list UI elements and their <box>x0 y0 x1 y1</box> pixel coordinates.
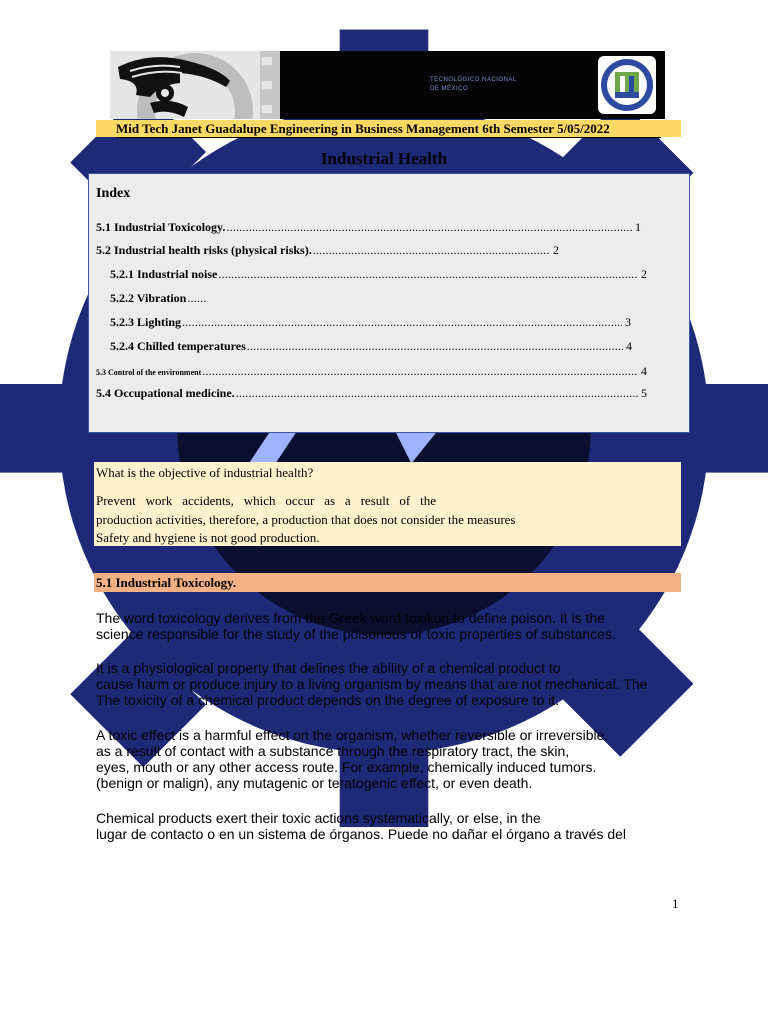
page-number: 1 <box>672 896 679 911</box>
toc-label: 5.2.3 Lighting <box>110 315 182 329</box>
index-heading: Index <box>96 186 131 201</box>
toc-entry[interactable] <box>96 219 641 235</box>
toc-entry[interactable] <box>110 338 632 354</box>
header-banner <box>110 51 665 119</box>
document-subtitle: Mid Tech Janet Guadalupe Engineering in Business Management 6th Semester 5/05/2022 <box>116 120 661 138</box>
gear-logo-icon <box>110 51 280 119</box>
section-heading: 5.1 Industrial Toxicology. <box>96 575 237 590</box>
page-title: Industrial Health <box>320 149 448 168</box>
toc-label: 5.3 Control of the environment <box>96 368 202 377</box>
toc-label: 5.2.4 Chilled temperatures <box>110 339 246 353</box>
toc-entry[interactable] <box>96 363 647 381</box>
objective-answer-line: Prevent work accidents, which occur as a result of the <box>96 493 436 508</box>
toc-entry[interactable] <box>96 242 559 258</box>
toc-label: 5.4 Occupational medicine. <box>96 386 235 400</box>
objective-answer-line: Safety and hygiene is not good production. <box>96 530 320 545</box>
toc-entry[interactable] <box>110 266 647 282</box>
toc-label: 5.2 Industrial health risks (physical risks). <box>96 243 312 257</box>
toc-label: 5.2.1 Industrial noise <box>110 267 218 281</box>
paragraph: A toxic effect is a harmful effect on the organism, whether reversible or irreversible. as a result of contact with a substance through the respiratory tract, the skin, eyes, mouth or any other access route. For example, chemically induced tumors. (benign or malign), any mutagenic or teratogenic effect, or even death. <box>96 727 609 791</box>
toc-page: 1 <box>635 220 641 234</box>
toc-entry[interactable] <box>110 314 631 330</box>
tecnm-logo-text: TECNOLÓGICO NACIONAL DE MÉXICO <box>430 77 517 92</box>
toc-entry[interactable] <box>110 290 210 306</box>
objective-question: What is the objective of industrial health? <box>96 465 314 480</box>
institute-crest-icon <box>598 56 656 114</box>
toc-page: 2 <box>553 243 559 257</box>
toc-entry[interactable] <box>96 385 647 401</box>
toc-page: 4 <box>641 364 647 378</box>
toc-page: 2 <box>641 267 647 281</box>
paragraph: Chemical products exert their toxic actions systematically, or else, in the lugar de contacto o en un sistema de órganos. Puede no dañar el órgano a través del <box>96 810 627 842</box>
toc-page: 5 <box>641 386 647 400</box>
toc-page: 4 <box>626 339 632 353</box>
toc-label: 5.2.2 Vibration <box>110 291 187 305</box>
objective-answer-line: production activities, therefore, a production that does not consider the measures <box>96 512 516 527</box>
paragraph: It is a physiological property that defines the ability of a chemical product to cause harm or produce injury to a living organism by means that are not mechanical. The The toxicity of a chemical product depends on the degree of exposure to it. <box>96 660 648 708</box>
toc-page: 3 <box>625 315 631 329</box>
toc-label: 5.1 Industrial Toxicology. <box>96 220 226 234</box>
paragraph: The word toxicology derives from the Greek word toxikon to define poison. It is the science responsible for the study of the poisonous or toxic properties of substances. <box>96 610 616 642</box>
